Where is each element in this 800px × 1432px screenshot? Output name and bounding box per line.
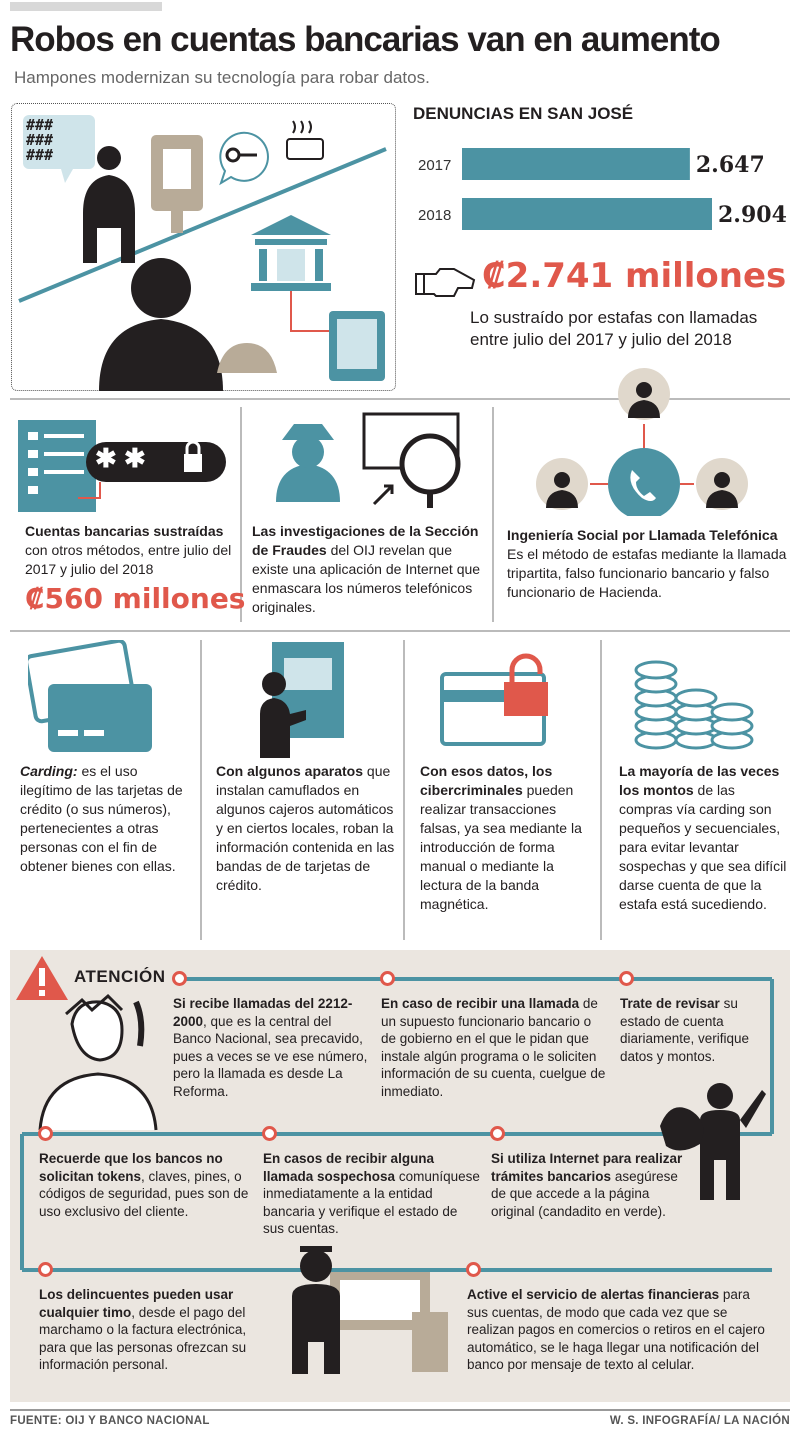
divider-row2-b [492, 407, 494, 622]
page-subtitle: Hampones modernizan su tecnología para robar datos. [14, 68, 430, 87]
tip-7-bold: Los delincuentes pueden usar cualquier timo [39, 1287, 234, 1320]
credit-cards-icon [28, 640, 158, 754]
tip-4-body: , claves, pines, o códigos de seguridad, pues son de uso exclusivo del cliente. [39, 1168, 249, 1219]
row2-col3-bold: Ingeniería Social por Llamada Telefónica [507, 527, 778, 543]
hero-amount-description: Lo sustraído por estafas con llamadas entre julio del 2017 y julio del 2018 [470, 308, 758, 349]
bar [462, 198, 712, 230]
bar-category-label: 2018 [418, 207, 452, 224]
coin-stacks-icon [632, 652, 756, 752]
tip-5 [263, 1150, 481, 1238]
row2-col1-text [25, 522, 235, 579]
row2-col2-text [252, 522, 487, 617]
tip-3 [620, 995, 755, 1065]
row2-col3-text [507, 526, 792, 602]
row2-col1-body: con otros métodos, entre julio del 2017 y julio del 2018 [25, 542, 232, 577]
password-mask: ✱ ✱ [95, 443, 146, 473]
tip-marker [490, 1126, 505, 1141]
divider-row3-c [600, 640, 602, 940]
atm-skimmer-icon [258, 640, 348, 758]
denuncias-bar-chart [410, 140, 790, 240]
row3-col4-body: de las compras vía carding son pequeños y secuenciales, para evitar levantar sospechas y que sea difícil darse cuenta de que la estafa está sucediendo. [619, 782, 787, 912]
tip-marker [380, 971, 395, 986]
tip-7-body: , desde el pago del marchamo o la factura electrónica, para que las personas ofrezcan su información personal. [39, 1304, 247, 1372]
bar-category-label: 2017 [418, 157, 452, 174]
rotary-phone-icon [217, 343, 277, 373]
tip-6 [491, 1150, 689, 1220]
tip-2 [381, 995, 606, 1100]
divider-row3-top [10, 630, 790, 632]
pointing-hand-icon [414, 266, 480, 305]
tip-1-body: , que es la central del Banco Nacional, sea precavido, pues a veces se ve ese número, pero la llamada es desde La Reforma. [173, 1013, 368, 1099]
tip-1 [173, 995, 371, 1100]
row3-col1-text [20, 762, 185, 876]
payphone-icon [151, 135, 203, 233]
tip-1-bold: Si recibe llamadas del 2212-2000 [173, 996, 353, 1029]
row3-col3-text [420, 762, 595, 914]
tip-4-bold: Recuerde que los bancos no solicitan tokens [39, 1151, 223, 1184]
page-title: Robos en cuentas bancarias van en aumento [10, 20, 720, 59]
tip-5-body: comuníquese inmediatamente a la entidad bancaria y verifique el estado de sus cuentas. [263, 1168, 480, 1236]
row3-col1-body: es el uso ilegítimo de las tarjetas de crédito (o sus números), pertenecientes a otras personas con el fin de obtener bienes con ellas. [20, 763, 183, 874]
tip-marker [466, 1262, 481, 1277]
tip-2-bold: En caso de recibir una llamada [381, 996, 580, 1011]
tip-marker [172, 971, 187, 986]
bar [462, 148, 690, 180]
broken-safe-icon [291, 291, 385, 381]
tip-6-bold: Si utiliza Internet para realizar trámites bancarios [491, 1151, 683, 1184]
tip-4 [39, 1150, 252, 1220]
thinking-man-icon [40, 996, 156, 1130]
tip-8 [467, 1286, 772, 1374]
row3-col4-bold: La mayoría de las veces los montos [619, 763, 780, 798]
row2-col3-body: Es el método de estafas mediante la llamada tripartita, falso funcionario bancario y falso funcionario de Hacienda. [507, 546, 787, 600]
hooded-thief-computer-icon [292, 1246, 448, 1374]
key-icon [220, 133, 268, 183]
bank-building-icon [251, 215, 331, 291]
row2-col2-bold: Las investigaciones de la Sección de Fraudes [252, 523, 479, 558]
row3-col2-text [216, 762, 396, 895]
row3-col1-bold: Carding: [20, 763, 78, 779]
row3-col3-body: pueden realizar transacciones falsas, ya sea mediante la introducción de forma manual o mediante la lectura de la banda magnética. [420, 782, 582, 912]
row2-col2-body: del OIJ revelan que existe una aplicación de Internet que enmascara los números telefónicos originales. [252, 542, 481, 615]
tip-marker [262, 1126, 277, 1141]
tip-8-bold: Active el servicio de alertas financieras [467, 1287, 720, 1302]
tip-6-body: asegúrese de que accede a la página original (candadito en verde). [491, 1168, 678, 1219]
warning-triangle-icon [16, 956, 68, 1000]
hacker-man-icon [99, 258, 223, 391]
spy-magnifier-icon [270, 410, 470, 510]
bar-value-label: 2.647 [695, 152, 765, 178]
tip-marker [38, 1126, 53, 1141]
speech-bubble-text: ### ### ### [26, 116, 54, 164]
tip-5-bold: En casos de recibir alguna llamada sospechosa [263, 1151, 435, 1184]
three-way-call-icon [532, 366, 752, 516]
modem-icon [287, 121, 323, 159]
footer-source: FUENTE: OIJ Y BANCO NACIONAL [10, 1415, 210, 1427]
footer-credit: W. S. INFOGRAFÍA/ LA NACIÓN [609, 1415, 790, 1427]
row3-col2-body: que instalan camuflados en algunos cajeros automáticos y en ciertos locales, roban la información contenida en las bandas de de tarjetas de crédito. [216, 763, 395, 893]
tip-marker [38, 1262, 53, 1277]
row3-col3-bold: Con esos datos, los cibercriminales [420, 763, 553, 798]
hero-amount: ₡2.741 millones [482, 256, 787, 296]
card-padlock-icon [440, 652, 552, 750]
row3-col2-bold: Con algunos aparatos [216, 763, 364, 779]
row2-col1-bold: Cuentas bancarias sustraídas [25, 523, 224, 539]
divider-row3-a [200, 640, 202, 940]
row3-col4-text [619, 762, 789, 914]
tip-marker [619, 971, 634, 986]
attention-label: ATENCIÓN [74, 967, 166, 986]
tip-8-body: para sus cuentas, de modo que cada vez que se realizan pagos en comercios o retiros en el cajero automático, se le haga llegar una notificación del banco por mensaje de texto al celular. [467, 1287, 765, 1372]
tip-2-body: de un supuesto funcionario bancario o de gobierno en el que le pidan que instale algún programa o le soliciten información de su cuenta, cuelgue de inmediato. [381, 996, 606, 1099]
row2-col1-amount: ₡560 millones [25, 582, 246, 615]
bar-value-label: 2.904 [718, 202, 787, 228]
tip-3-body: su estado de cuenta diariamente, verifique datos y montos. [620, 996, 750, 1064]
hero-illustration [11, 103, 396, 391]
divider-row3-b [403, 640, 405, 940]
footer-divider [10, 1409, 790, 1411]
tip-7 [39, 1286, 274, 1374]
denuncias-title: DENUNCIAS EN SAN JOSÉ [413, 104, 634, 123]
top-accent-bar [10, 2, 162, 11]
tip-3-bold: Trate de revisar [620, 996, 720, 1011]
